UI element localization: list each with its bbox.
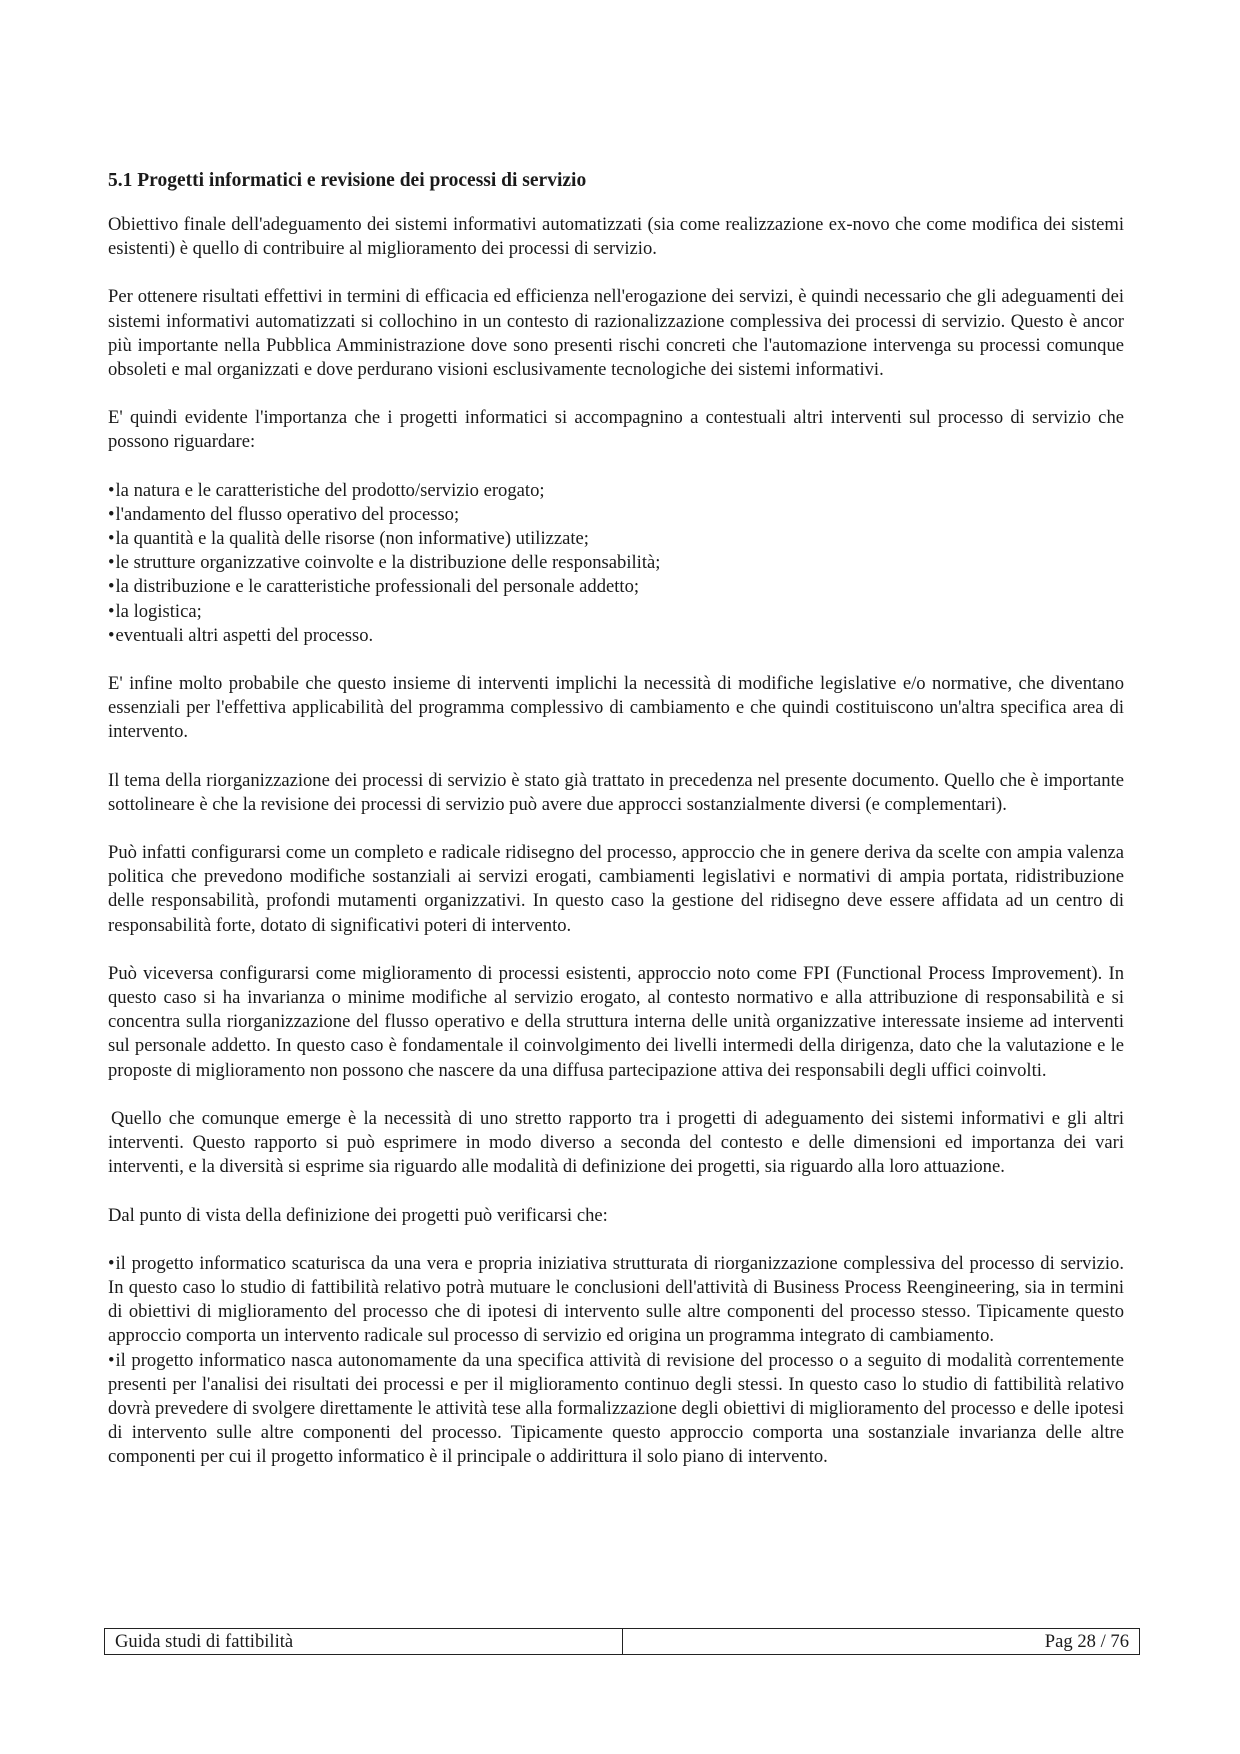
list-item: • il progetto informatico scaturisca da una vera e propria iniziativa strutturata di riorganizzazione complessiva del processo di servizio. In questo caso lo studio di fattibilità relativo potrà mutuare le conclusioni dell'attività di Business Process Reengineering, sia in termini di obiettivi di miglioramento del processo che di ipotesi di intervento sulle altre componenti del processo stesso. Tipicamente questo approccio comporta un intervento radicale sul processo di servizio ed origina un programma integrato di cambiamento. xyxy=(108,1252,1124,1349)
paragraph-9: Dal punto di vista della definizione dei progetti può verificarsi che: xyxy=(108,1204,608,1226)
paragraph-2: Per ottenere risultati effettivi in termini di efficacia ed efficienza nell'erogazione dei servizi, è quindi necessario che gli adeguamenti dei sistemi informativi automatizzati si collochino in un contesto di razionalizzazione complessiva dei processi di servizio. Questo è ancor più importante nella Pubblica Amministrazione dove sono presenti rischi concreti che l'automazione intervenga su processi comunque obsoleti e mal organizzati e dove perdurano visioni esclusivamente tecnologiche dei sistemi informativi. xyxy=(108,286,1124,381)
paragraph-5: Il tema della riorganizzazione dei processi di servizio è stato già trattato in precedenza nel presente documento. Quello che è importante sottolineare è che la revisione dei processi di servizio può avere due approcci sostanzialmente diversi (e complementari). xyxy=(108,769,1124,815)
list-item: • il progetto informatico nasca autonomamente da una specifica attività di revisione del processo o a seguito di modalità correntemente presenti per l'analisi dei risultati dei processi e per il miglioramento continuo degli stessi. In questo caso lo studio di fattibilità relativo dovrà prevedere di svolgere direttamente le attività tese alla formalizzazione degli obiettivi di miglioramento del processo e delle ipotesi di intervento sulle altre componenti del processo. Tipicamente questo approccio comporta una sostanziale invarianza delle altre componenti per cui il progetto informatico è il principale o addirittura il solo piano di intervento. xyxy=(108,1349,1124,1470)
footer-doc-title: Guida studi di fattibilità xyxy=(104,1628,622,1655)
list-item: • la quantità e la qualità delle risorse (non informative) utilizzate; xyxy=(108,527,1124,551)
list-item: • la distribuzione e le caratteristiche professionali del personale addetto; xyxy=(108,575,1124,599)
definition-cases-list xyxy=(108,1252,1124,1470)
list-item: • l'andamento del flusso operativo del processo; xyxy=(108,503,1124,527)
page-body xyxy=(108,168,1124,1470)
paragraph-8: Quello che comunque emerge è la necessità di uno stretto rapporto tra i progetti di adeguamento dei sistemi informativi e gli altri interventi. Questo rapporto si può esprimere in modo diverso a seconda del contesto e delle dimensioni ed importanza dei vari interventi, e la diversità si esprime sia riguardo alle modalità di definizione dei progetti, sia riguardo alla loro attuazione. xyxy=(108,1107,1124,1178)
list-item: • eventuali altri aspetti del processo. xyxy=(108,624,1124,648)
list-item: • la natura e le caratteristiche del prodotto/servizio erogato; xyxy=(108,479,1124,503)
section-heading: 5.1 Progetti informatici e revisione dei processi di servizio xyxy=(108,170,587,191)
paragraph-4: E' infine molto probabile che questo insieme di interventi implichi la necessità di modifiche legislative e/o normative, che diventano essenziali per l'effettiva applicabilità del programma complessivo di cambiamento e che quindi costituiscono un'altra specifica area di intervento. xyxy=(108,673,1124,743)
intervention-list xyxy=(108,479,1124,648)
page-footer xyxy=(104,1628,1140,1655)
paragraph-6: Può infatti configurarsi come un completo e radicale ridisegno del processo, approccio che in genere deriva da scelte con ampia valenza politica che prevedono modifiche sostanziali ai servizi erogati, cambiamenti legislativi e normativi di ampia portata, ridistribuzione delle responsabilità, profondi mutamenti organizzativi. In questo caso la gestione del ridisegno deve essere affidata ad un centro di responsabilità forte, dotato di significativi poteri di intervento. xyxy=(108,842,1124,936)
paragraph-3: E' quindi evidente l'importanza che i progetti informatici si accompagnino a contestuali altri interventi sul processo di servizio che possono riguardare: xyxy=(108,407,1124,453)
footer-page-number: Pag 28 / 76 xyxy=(622,1628,1140,1655)
list-item: • la logistica; xyxy=(108,600,1124,624)
paragraph-7: Può viceversa configurarsi come miglioramento di processi esistenti, approccio noto come FPI (Functional Process Improvement). In questo caso si ha invarianza o minime modifiche al servizio erogato, al contesto normativo e alla attribuzione di responsabilità e si concentra sulla riorganizzazione del flusso operativo e della struttura interna delle unità organizzative interessate insieme ad interventi sul personale addetto. In questo caso è fondamentale il coinvolgimento dei livelli intermedi della dirigenza, dato che la valutazione e le proposte di miglioramento non possono che nascere da una diffusa partecipazione attiva dei responsabili degli uffici coinvolti. xyxy=(108,962,1124,1081)
paragraph-1: Obiettivo finale dell'adeguamento dei sistemi informativi automatizzati (sia come realizzazione ex-novo che come modifica dei sistemi esistenti) è quello di contribuire al miglioramento dei processi di servizio. xyxy=(108,214,1124,260)
list-item: • le strutture organizzative coinvolte e la distribuzione delle responsabilità; xyxy=(108,551,1124,575)
